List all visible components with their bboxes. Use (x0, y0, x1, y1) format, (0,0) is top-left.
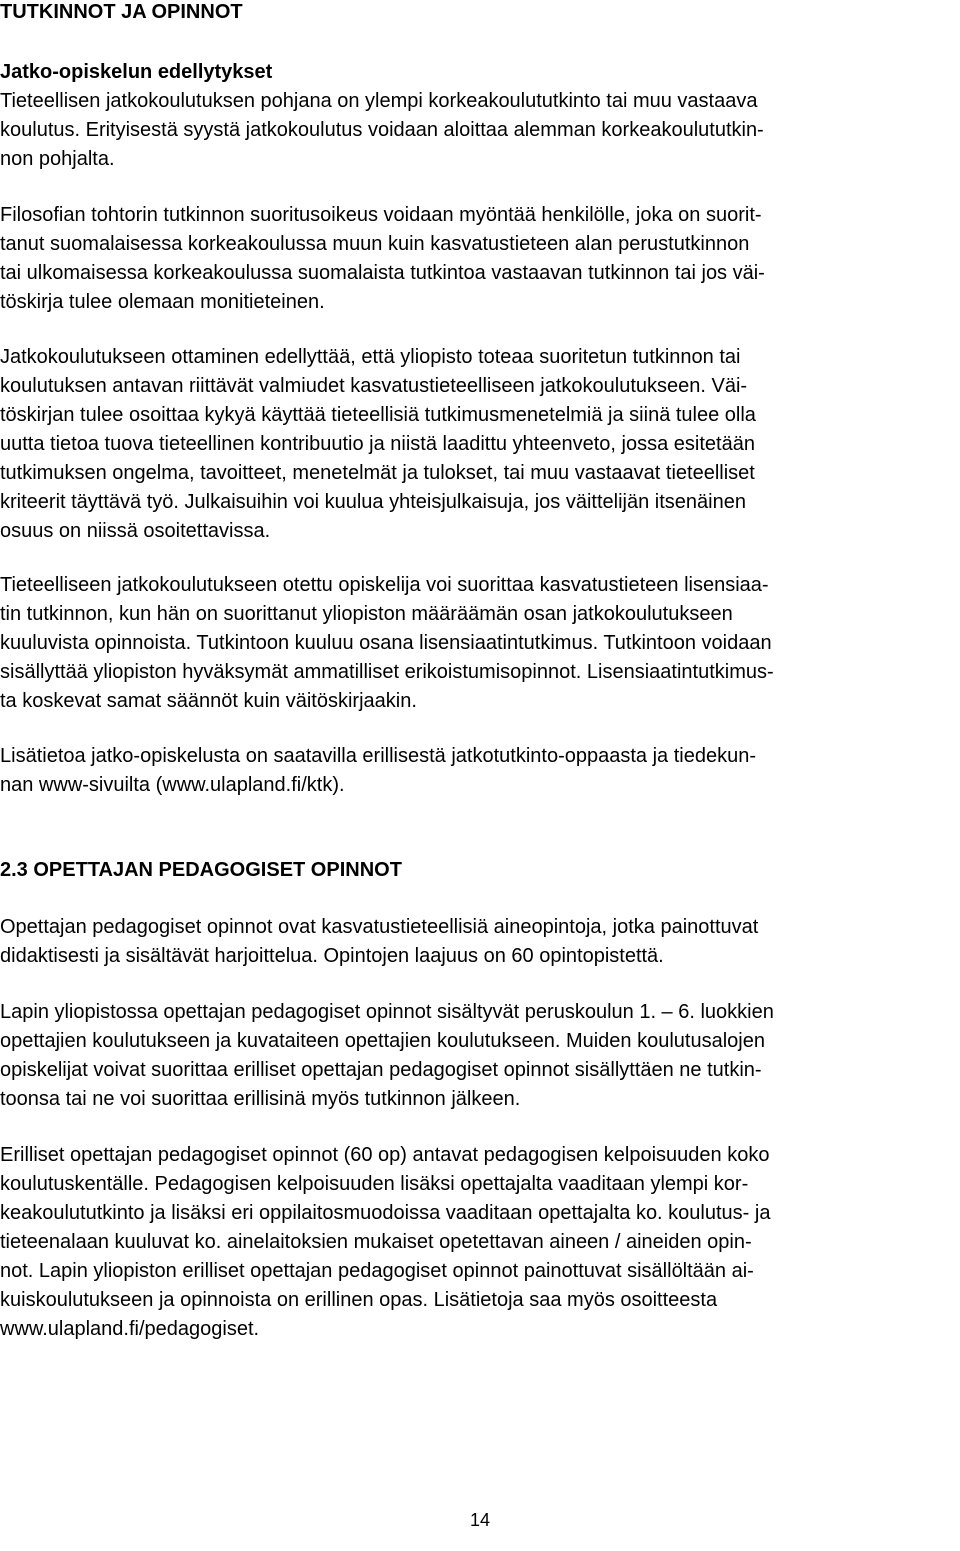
paragraph-line: Tieteelliseen jatkokoulutukseen otettu opiskelija voi suorittaa kasvatustieteen lisensiaa- (0, 574, 769, 596)
paragraph-line: nan www-sivuilta (www.ulapland.fi/ktk). (0, 774, 345, 796)
main-heading-block (0, 0, 243, 27)
paragraph-line: kriteerit täyttävä työ. Julkaisuihin voi kuulua yhteisjulkaisuja, jos väittelijän itsenäinen (0, 491, 746, 513)
subheading-block (0, 58, 272, 87)
paragraph-4 (0, 571, 774, 716)
section-heading: 2.3 OPETTAJAN PEDAGOGISET OPINNOT (0, 859, 402, 881)
paragraph-2 (0, 201, 765, 317)
paragraph-line: Jatkokoulutukseen ottaminen edellyttää, että yliopisto toteaa suoritetun tutkinnon tai (0, 346, 741, 368)
paragraph-line: koulutuskentälle. Pedagogisen kelpoisuuden lisäksi opettajalta vaaditaan ylempi kor- (0, 1173, 749, 1195)
paragraph-line: www.ulapland.fi/pedagogiset. (0, 1318, 260, 1340)
paragraph-1 (0, 87, 764, 174)
paragraph-line: osuus on niissä osoitettavissa. (0, 520, 271, 542)
paragraph-line: opettajien koulutukseen ja kuvataiteen opettajien koulutukseen. Muiden koulutusalojen (0, 1030, 765, 1052)
paragraph-line: Lisätietoa jatko-opiskelusta on saatavilla erillisestä jatkotutkinto-oppaasta ja tiedekun- (0, 745, 756, 767)
paragraph-line: kuiskoulutukseen ja opinnoista on erillinen opas. Lisätietoja saa myös osoitteesta (0, 1289, 718, 1311)
paragraph-line: didaktisesti ja sisältävät harjoittelua. Opintojen laajuus on 60 opintopistettä. (0, 945, 664, 967)
subheading: Jatko-opiskelun edellytykset (0, 61, 273, 83)
paragraph-line: tai ulkomaisessa korkeakoulussa suomalaista tutkintoa vastaavan tutkinnon tai jos väi- (0, 262, 765, 284)
paragraph-line: sisällyttää yliopiston hyväksymät ammatilliset erikoistumisopinnot. Lisensiaatintutkimus- (0, 661, 774, 683)
paragraph-line: tanut suomalaisessa korkeakoulussa muun kuin kasvatustieteen alan perustutkinnon (0, 233, 750, 255)
paragraph-line: tieteenalaan kuuluvat ko. ainelaitoksien mukaiset opetettavan aineen / aineiden opin- (0, 1231, 752, 1253)
paragraph-line: kuuluvista opinnoista. Tutkintoon kuuluu osana lisensiaatintutkimus. Tutkintoon voidaan (0, 632, 772, 654)
paragraph-line: opiskelijat voivat suorittaa erilliset opettajan pedagogiset opinnot sisällyttäen ne tutkin- (0, 1059, 762, 1081)
paragraph-line: Opettajan pedagogiset opinnot ovat kasvatustieteellisiä aineopintoja, jotka painottuvat (0, 916, 759, 938)
main-heading: TUTKINNOT JA OPINNOT (0, 1, 243, 23)
paragraph-line: töskirja tulee olemaan monitieteinen. (0, 291, 325, 313)
paragraph-6 (0, 913, 758, 971)
section-heading-block (0, 856, 402, 885)
paragraph-line: Erilliset opettajan pedagogiset opinnot (60 op) antavat pedagogisen kelpoisuuden koko (0, 1144, 770, 1166)
paragraph-line: Filosofian tohtorin tutkinnon suoritusoikeus voidaan myöntää henkilölle, joka on suorit- (0, 204, 762, 226)
paragraph-line: non pohjalta. (0, 148, 115, 170)
paragraph-line: Lapin yliopistossa opettajan pedagogiset opinnot sisältyvät peruskoulun 1. – 6. luokkien (0, 1001, 774, 1023)
paragraph-line: Tieteellisen jatkokoulutuksen pohjana on ylempi korkeakoulututkinto tai muu vastaava (0, 90, 758, 112)
paragraph-line: uutta tietoa tuova tieteellinen kontribuutio ja niistä laadittu yhteenveto, jossa esitetään (0, 433, 755, 455)
paragraph-line: koulutus. Erityisestä syystä jatkokoulutus voidaan aloittaa alemman korkeakoulututkin- (0, 119, 764, 141)
paragraph-line: toonsa tai ne voi suorittaa erillisinä myös tutkinnon jälkeen. (0, 1088, 521, 1110)
paragraph-line: koulutuksen antavan riittävät valmiudet kasvatustieteelliseen jatkokoulutukseen. Väi- (0, 375, 748, 397)
paragraph-line: keakoulututkinto ja lisäksi eri oppilaitosmuodoissa vaaditaan opettajalta ko. koulutus- ja (0, 1202, 771, 1224)
paragraph-line: not. Lapin yliopiston erilliset opettajan pedagogiset opinnot painottuvat sisällöltään ai- (0, 1260, 754, 1282)
page-number: 14 (469, 1510, 491, 1530)
paragraph-5 (0, 742, 756, 800)
paragraph-line: ta koskevat samat säännöt kuin väitöskirjaakin. (0, 690, 417, 712)
paragraph-line: töskirjan tulee osoittaa kykyä käyttää tieteellisiä tutkimusmenetelmiä ja siinä tulee olla (0, 404, 756, 426)
paragraph-7 (0, 998, 774, 1114)
paragraph-line: tin tutkinnon, kun hän on suorittanut yliopiston määräämän osan jatkokoulutukseen (0, 603, 733, 625)
paragraph-3 (0, 343, 756, 546)
paragraph-line: tutkimuksen ongelma, tavoitteet, menetelmät ja tulokset, tai muu vastaavat tieteelliset (0, 462, 755, 484)
paragraph-8 (0, 1141, 770, 1344)
